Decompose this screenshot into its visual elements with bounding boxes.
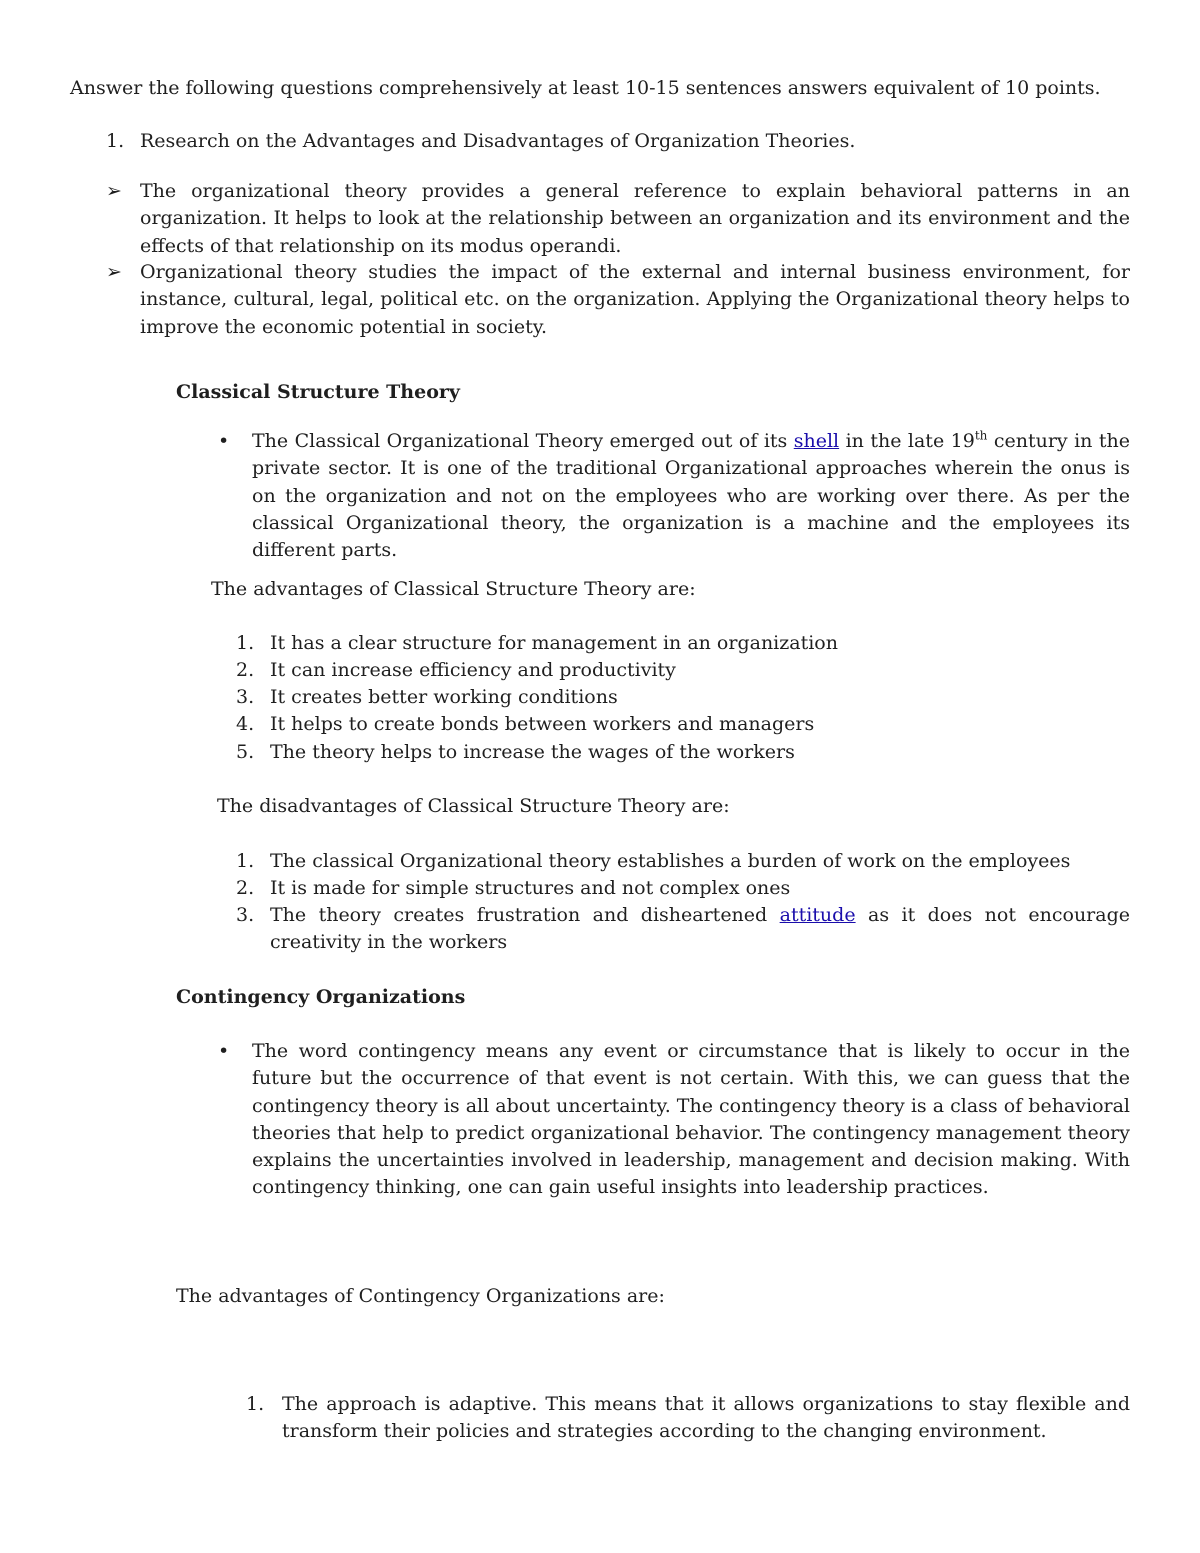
instruction-text: Answer the following questions comprehensively at least 10-15 sentences answers equivalent of 10 points. <box>70 77 1101 99</box>
list-number: 4. <box>236 713 255 735</box>
disadvantage3-start: The theory creates frustration and disheartened <box>270 904 780 926</box>
list-number: 2. <box>236 877 255 899</box>
question-number: 1. <box>106 130 125 152</box>
list-item <box>270 902 1130 957</box>
list-number: 5. <box>236 741 255 763</box>
bullet-icon: • <box>218 430 230 452</box>
shell-link[interactable]: shell <box>793 430 840 452</box>
attitude-link[interactable]: attitude <box>779 904 856 926</box>
classical-advantages-intro: The advantages of Classical Structure Theory are: <box>211 578 696 600</box>
classical-description-start: The Classical Organizational Theory emerged out of its <box>252 430 794 452</box>
section-heading-classical: Classical Structure Theory <box>176 381 460 403</box>
list-item: It can increase efficiency and productivity <box>270 659 676 681</box>
disadvantage3-end: as it does not encourage creativity in the workers <box>270 904 1130 954</box>
superscript-th: th <box>974 428 988 443</box>
list-item: The approach is adaptive. This means that it allows organizations to stay flexible and transform their policies and strategies according to the changing environment. <box>282 1393 1130 1443</box>
list-number: 3. <box>236 686 255 708</box>
contingency-description: The word contingency means any event or circumstance that is likely to occur in the future but the occurrence of that event is not certain. With this, we can guess that the contingency theory is all about uncertainty. The contingency theory is a class of behavioral theories that help to predict organizational behavior. The contingency management theory explains the uncertainties involved in leadership, management and decision making. With contingency thinking, one can gain useful insights into leadership practices. <box>252 1040 1130 1199</box>
list-number: 1. <box>236 850 255 872</box>
overview-point: Organizational theory studies the impact of the external and internal business environment, for instance, cultural, legal, political etc. on the organization. Applying the Organizational theory helps to improve the economic potential in society. <box>140 261 1130 338</box>
question-text: Research on the Advantages and Disadvantages of Organization Theories. <box>140 130 856 152</box>
arrow-bullet-icon: ➢ <box>106 261 122 283</box>
classical-disadvantages-intro: The disadvantages of Classical Structure Theory are: <box>217 795 730 817</box>
classical-description-end: century in the private sector. It is one of the traditional Organizational approaches wherein the onus is on the organization and not on the employees who are working over there. As per the classical Organizational theory, the organization is a machine and the employees its different parts. <box>252 430 1130 562</box>
bullet-icon: • <box>218 1040 230 1062</box>
list-item: It is made for simple structures and not complex ones <box>270 877 791 899</box>
classical-description <box>252 428 1130 564</box>
list-item: It has a clear structure for management in an organization <box>270 632 838 654</box>
arrow-bullet-icon: ➢ <box>106 180 122 202</box>
list-item: It creates better working conditions <box>270 686 618 708</box>
contingency-advantages-intro: The advantages of Contingency Organizations are: <box>176 1285 665 1307</box>
list-number: 2. <box>236 659 255 681</box>
classical-description-mid: in the late 19 <box>839 430 975 452</box>
section-heading-contingency: Contingency Organizations <box>176 986 466 1008</box>
list-item: It helps to create bonds between workers and managers <box>270 713 815 735</box>
list-item: The classical Organizational theory establishes a burden of work on the employees <box>270 850 1071 872</box>
list-number: 3. <box>236 904 255 926</box>
list-number: 1. <box>246 1393 265 1415</box>
overview-point: The organizational theory provides a general reference to explain behavioral patterns in an organization. It helps to look at the relationship between an organization and its environment and the effects of that relationship on its modus operandi. <box>140 180 1130 257</box>
list-number: 1. <box>236 632 255 654</box>
list-item: The theory helps to increase the wages of the workers <box>270 741 795 763</box>
